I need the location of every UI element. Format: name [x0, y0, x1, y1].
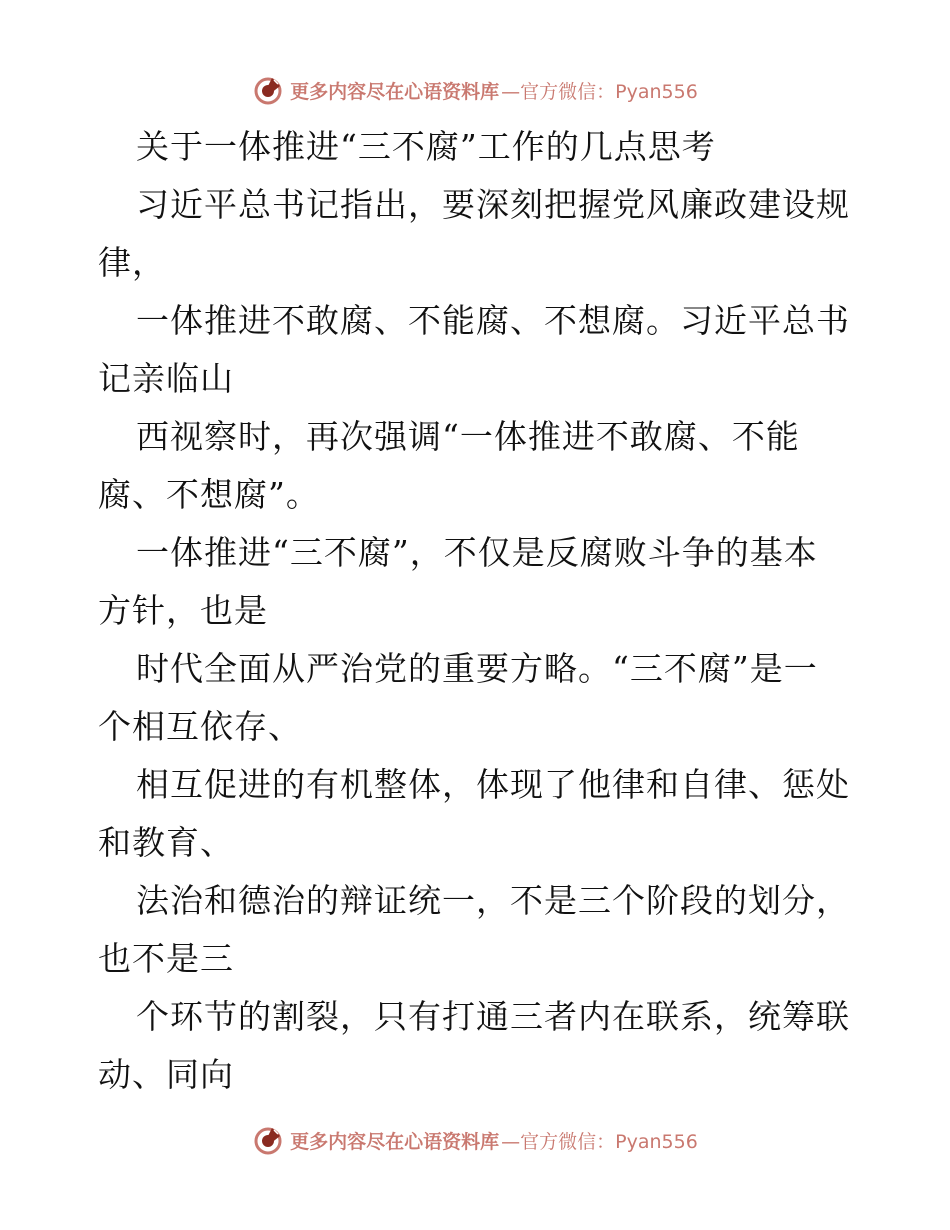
paragraph-line: 方针，也是 [98, 591, 268, 630]
paragraph-line: 动、同向 [98, 1055, 234, 1094]
paragraph-line: 个相互依存、 [98, 707, 302, 746]
paragraph-line: 记亲临山 [98, 359, 234, 398]
paragraph-line: 腐、不想腐”。 [98, 475, 320, 514]
banner-main-text: 更多内容尽在心语资料库 [290, 1130, 500, 1153]
paragraph-line: 相互促进的有机整体，体现了他律和自律、惩处 [136, 765, 850, 804]
paragraph-line: 也不是三 [98, 939, 234, 978]
document-title: 关于一体推进“三不腐”工作的几点思考 [136, 127, 716, 166]
paragraph-line: 一体推进“三不腐”，不仅是反腐败斗争的基本 [136, 533, 818, 572]
paragraph-line: 时代全面从严治党的重要方略。“三不腐”是一 [136, 649, 818, 688]
banner-sub-text: —官方微信：Pyan556 [501, 1130, 698, 1153]
banner-main-text: 更多内容尽在心语资料库 [290, 80, 500, 103]
document-body [98, 118, 858, 1104]
paragraph-line: 个环节的割裂，只有打通三者内在联系，统筹联 [136, 997, 850, 1036]
paragraph-line: 习近平总书记指出，要深刻把握党风廉政建设规 [136, 185, 850, 224]
header-watermark-banner [0, 70, 950, 110]
footer-watermark-banner [0, 1120, 950, 1160]
paragraph-line: 律， [98, 243, 166, 282]
pen-logo-icon [252, 74, 284, 106]
banner-sub-text: —官方微信：Pyan556 [501, 80, 698, 103]
paragraph-line: 一体推进不敢腐、不能腐、不想腐。习近平总书 [136, 301, 850, 340]
pen-logo-icon [252, 1124, 284, 1156]
paragraph-line: 和教育、 [98, 823, 234, 862]
paragraph-line: 法治和德治的辩证统一，不是三个阶段的划分， [136, 881, 850, 920]
paragraph-line: 西视察时，再次强调“一体推进不敢腐、不能 [136, 417, 800, 456]
